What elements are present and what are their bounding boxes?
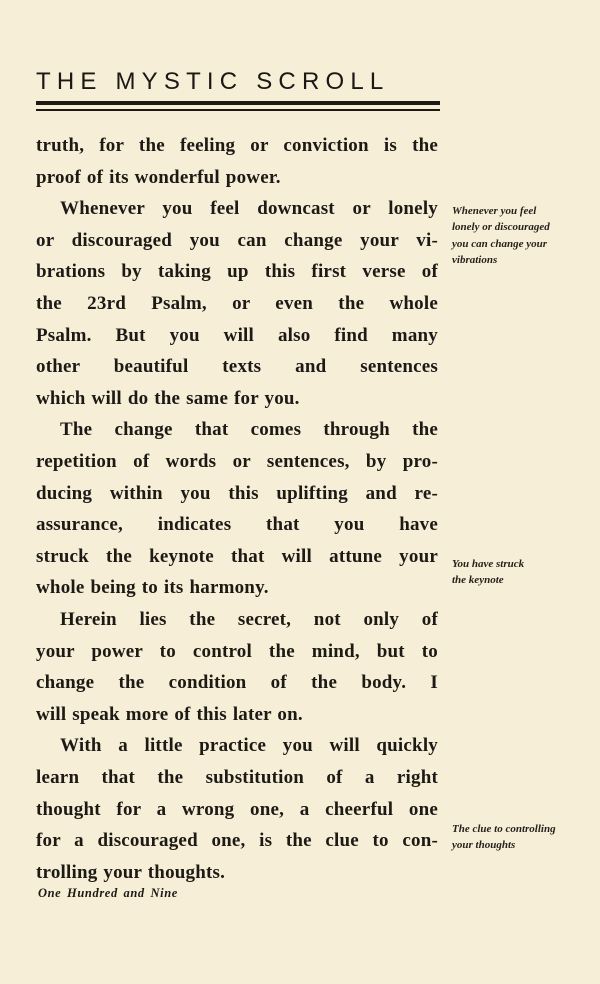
side-note-line: The clue to controlling (452, 823, 556, 835)
side-note-line: Whenever you feel (452, 205, 537, 217)
body-line: thought for a wrong one, a cheerful one (36, 798, 438, 820)
body-line: With a little practice you will quickly (60, 735, 438, 757)
body-line: Psalm. But you will also find many (36, 324, 438, 346)
running-header: THE MYSTIC SCROLL (36, 68, 390, 95)
side-note-line: your thoughts (452, 839, 516, 852)
body-line: ducing within you this uplifting and re- (36, 482, 438, 504)
body-line: proof of its wonderful power. (36, 166, 281, 188)
body-line: your power to control the mind, but to (36, 640, 438, 662)
body-line: Whenever you feel downcast or lonely (60, 198, 438, 220)
side-note (452, 821, 592, 854)
body-line: or discouraged you can change your vi- (36, 229, 438, 251)
page-number-label: One Hundred and Nine (38, 886, 178, 900)
body-line: trolling your thoughts. (36, 861, 226, 883)
body-line: will speak more of this later on. (36, 703, 303, 725)
side-note-line: you can change your (452, 237, 548, 250)
body-line: repetition of words or sentences, by pro- (36, 451, 438, 472)
side-note (452, 556, 592, 589)
body-line: the 23rd Psalm, or even the whole (36, 293, 438, 314)
side-note (452, 203, 592, 268)
header-rule-thick (36, 101, 440, 105)
body-line: other beautiful texts and sentences (36, 356, 438, 378)
body-line: Herein lies the secret, not only of (60, 609, 438, 630)
side-note-line: lonely or discouraged (452, 221, 550, 234)
side-note-line: vibrations (452, 253, 498, 266)
body-line: The change that comes through the (60, 419, 438, 441)
body-line: for a discouraged one, is the clue to con- (36, 830, 438, 852)
body-line: struck the keynote that will attune your (36, 545, 438, 567)
side-note-line: You have struck (452, 558, 525, 570)
body-line: which will do the same for you. (36, 387, 300, 409)
body-line: learn that the substitution of a right (36, 767, 438, 788)
body-line: brations by taking up this first verse of (36, 261, 438, 283)
body-line: whole being to its harmony. (36, 577, 269, 599)
header-rule-thin (36, 109, 440, 111)
side-note-line: the keynote (452, 574, 504, 587)
body-line: truth, for the feeling or conviction is the (36, 135, 438, 156)
body-line: assurance, indicates that you have (36, 514, 438, 536)
body-line: change the condition of the body. I (36, 672, 438, 694)
